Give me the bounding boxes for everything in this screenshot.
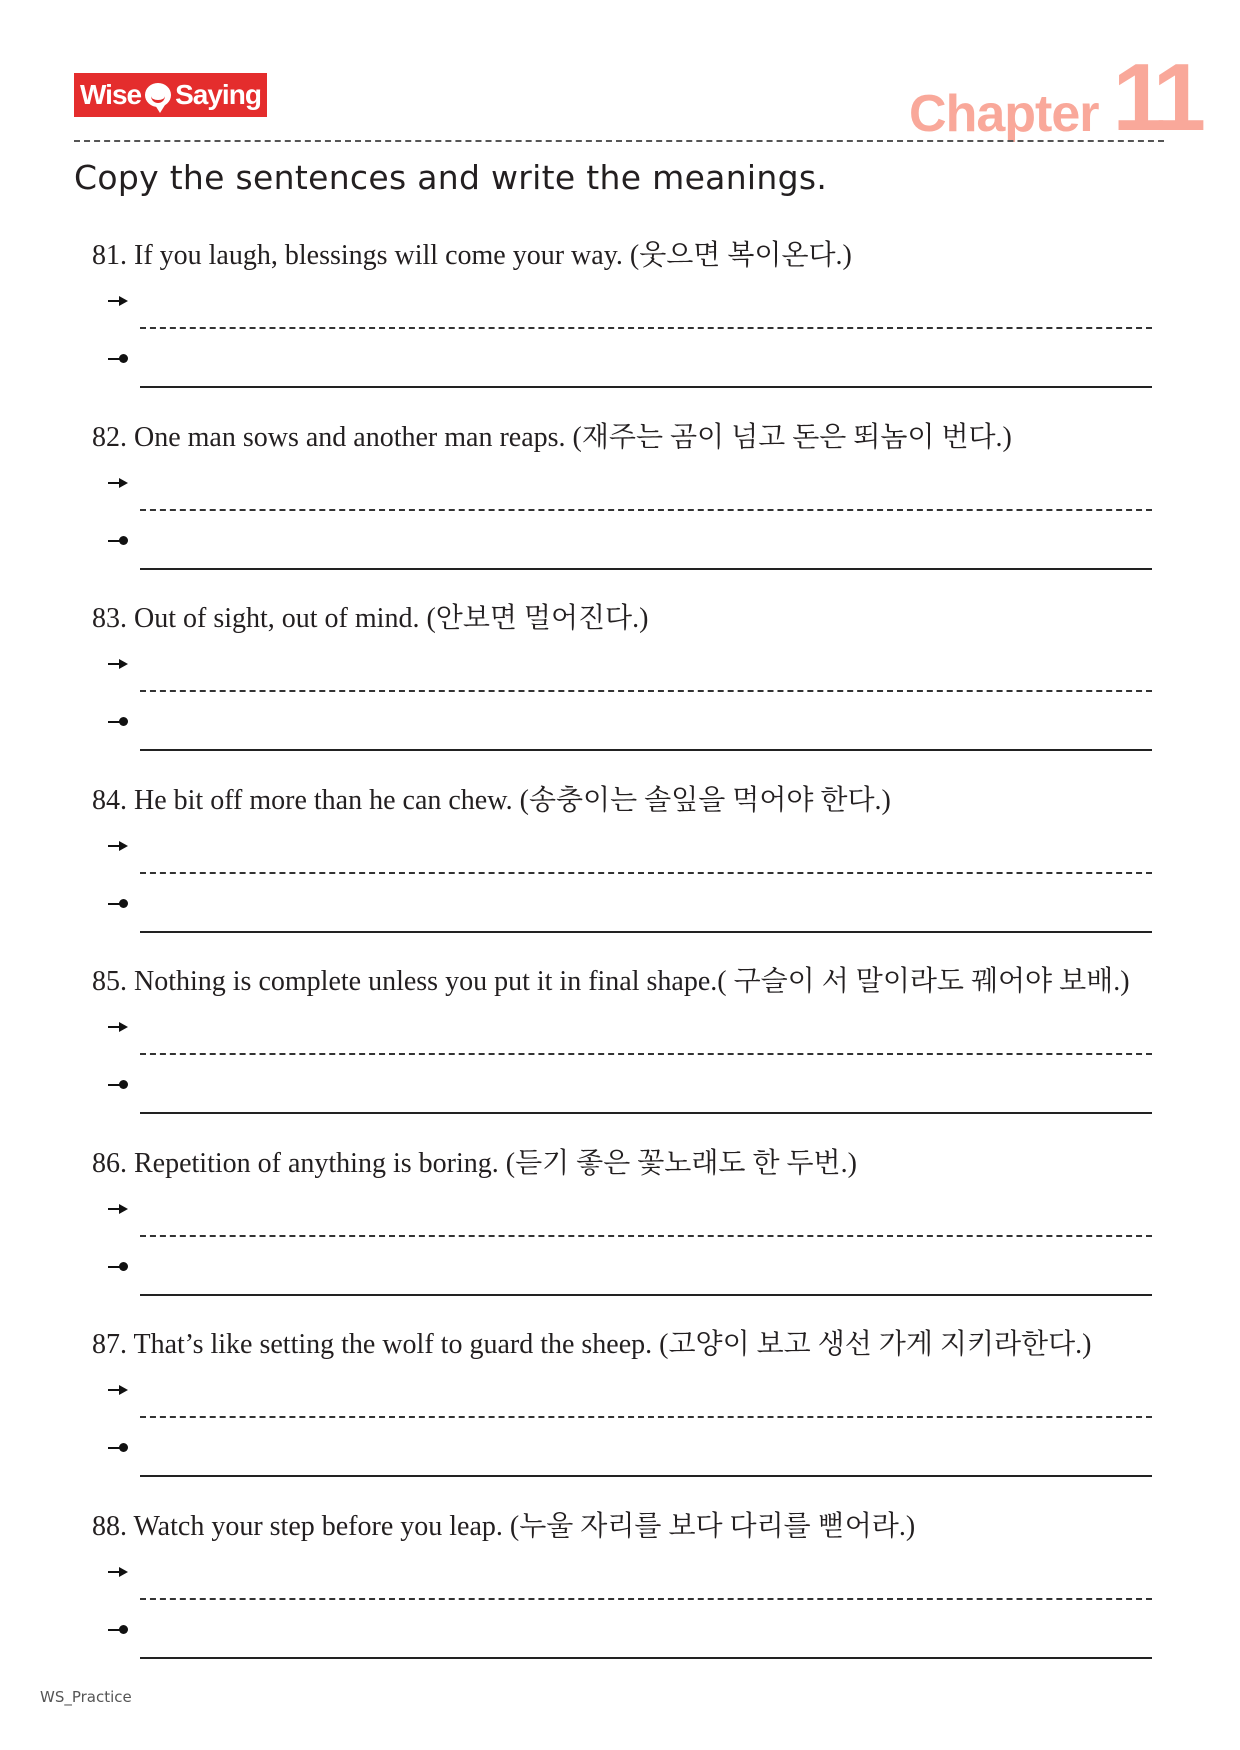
arrow-icon	[108, 295, 128, 307]
sentence-text: 81. If you laugh, blessings will come your way. (웃으면 복이온다.)	[92, 240, 852, 271]
bullet-arrow-icon	[108, 1442, 128, 1454]
copy-writing-line[interactable]	[140, 872, 1152, 874]
meaning-writing-line[interactable]	[140, 1475, 1152, 1477]
meaning-writing-line[interactable]	[140, 1657, 1152, 1659]
sentence-text: 87. That’s like setting the wolf to guard the sheep. (고양이 보고 생선 가게 지키라한다.)	[92, 1329, 1092, 1360]
copy-writing-line[interactable]	[140, 1235, 1152, 1237]
arrow-icon	[108, 1021, 128, 1033]
meaning-writing-line[interactable]	[140, 749, 1152, 751]
chapter-label: Chapter	[909, 85, 1099, 143]
arrow-icon	[108, 658, 128, 670]
bullet-arrow-icon	[108, 1624, 128, 1636]
practice-item	[92, 1504, 1162, 1664]
meaning-writing-line[interactable]	[140, 1294, 1152, 1296]
sentence-text: 85. Nothing is complete unless you put it in final shape.( 구슬이 서 말이라도 꿰어야 보배.)	[92, 966, 1130, 997]
practice-item	[92, 778, 1162, 938]
wise-saying-logo	[74, 73, 267, 117]
chapter-number: 11	[1112, 44, 1198, 151]
bullet-arrow-icon	[108, 898, 128, 910]
sentence-text: 83. Out of sight, out of mind. (안보면 멀어진다.)	[92, 603, 649, 634]
footer-label: WS_Practice	[40, 1688, 132, 1706]
chapter-heading	[909, 44, 1198, 151]
meaning-writing-line[interactable]	[140, 1112, 1152, 1114]
bullet-arrow-icon	[108, 535, 128, 547]
header-divider	[74, 140, 1164, 142]
bullet-arrow-icon	[108, 1261, 128, 1273]
copy-writing-line[interactable]	[140, 509, 1152, 511]
logo-text-right: Saying	[175, 79, 261, 110]
arrow-icon	[108, 1566, 128, 1578]
practice-item	[92, 959, 1162, 1119]
meaning-writing-line[interactable]	[140, 568, 1152, 570]
practice-item	[92, 1141, 1162, 1301]
practice-item	[92, 415, 1162, 575]
logo-text-left: Wise	[80, 79, 142, 110]
meaning-writing-line[interactable]	[140, 931, 1152, 933]
arrow-icon	[108, 840, 128, 852]
sentence-text: 82. One man sows and another man reaps. (재주는 곰이 넘고 돈은 뙤놈이 번다.)	[92, 421, 1012, 453]
sentence-text: 88. Watch your step before you leap. (누울 자리를 보다 다리를 뻗어라.)	[92, 1510, 916, 1542]
copy-writing-line[interactable]	[140, 690, 1152, 692]
instructions-heading: Copy the sentences and write the meanings.	[74, 158, 828, 197]
bullet-arrow-icon	[108, 1079, 128, 1091]
practice-item	[92, 596, 1162, 756]
bullet-arrow-icon	[108, 353, 128, 365]
practice-item	[92, 233, 1162, 393]
bullet-arrow-icon	[108, 716, 128, 728]
arrow-icon	[108, 1384, 128, 1396]
sentence-text: 84. He bit off more than he can chew. (송충이는 솔잎을 먹어야 한다.)	[92, 784, 891, 816]
copy-writing-line[interactable]	[140, 1598, 1152, 1600]
meaning-writing-line[interactable]	[140, 386, 1152, 388]
arrow-icon	[108, 477, 128, 489]
copy-writing-line[interactable]	[140, 1416, 1152, 1418]
smiley-bubble-icon	[145, 83, 171, 107]
copy-writing-line[interactable]	[140, 327, 1152, 329]
sentence-text: 86. Repetition of anything is boring. (듣기 좋은 꽃노래도 한 두번.)	[92, 1147, 857, 1179]
arrow-icon	[108, 1203, 128, 1215]
copy-writing-line[interactable]	[140, 1053, 1152, 1055]
practice-item	[92, 1322, 1162, 1482]
